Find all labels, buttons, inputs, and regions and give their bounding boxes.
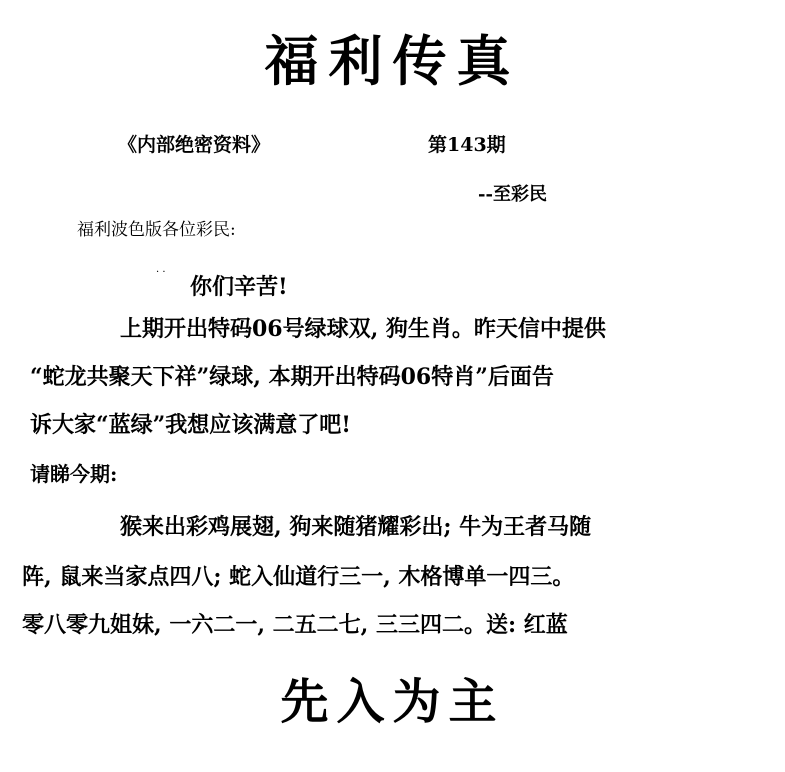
sender-signature: --至彩民 bbox=[478, 184, 547, 205]
body-line-6: 阵, 鼠来当家点四八; 蛇入仙道行三一, 木格博单一四三。 bbox=[22, 564, 575, 590]
salutation: 福利波色版各位彩民: bbox=[77, 220, 236, 240]
greeting: 你们辛苦! bbox=[190, 274, 288, 300]
document-title: 福利传真 bbox=[264, 29, 521, 93]
body-line-2: “蛇龙共聚天下祥”绿球, 本期开出特码06特肖”后面告 bbox=[30, 364, 554, 390]
issue-number: 第143期 bbox=[428, 134, 506, 156]
body-line-3: 诉大家“蓝绿”我想应该满意了吧! bbox=[30, 412, 351, 438]
document-subtitle: 《内部绝密资料》 bbox=[118, 134, 271, 156]
body-line-1: 上期开出特码06号绿球双, 狗生肖。昨天信中提供 bbox=[120, 316, 606, 342]
body-line-4: 请睇今期: bbox=[30, 462, 118, 486]
footer-slogan: 先入为主 bbox=[280, 674, 505, 730]
body-line-7: 零八零九姐妹, 一六二一, 二五二七, 三三四二。送: 红蓝 bbox=[22, 612, 568, 638]
body-line-5: 猴来出彩鸡展翅, 狗来随猪耀彩出; 牛为王者马随 bbox=[120, 514, 592, 540]
stray-marks: · · bbox=[156, 267, 166, 278]
